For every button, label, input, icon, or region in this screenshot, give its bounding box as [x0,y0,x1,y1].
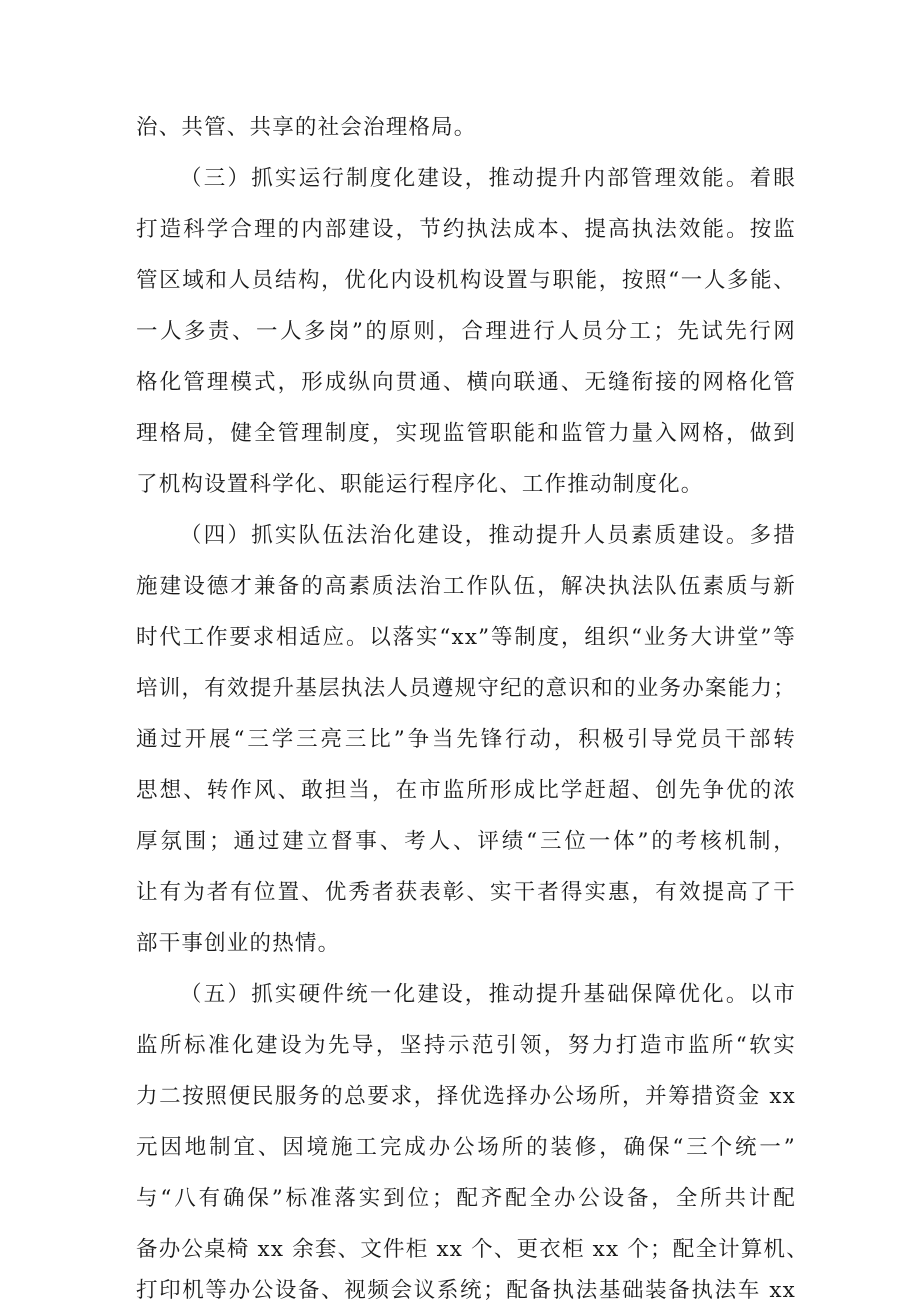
text-line: 施建设德才兼备的高素质法治工作队伍，解决执法队伍素质与新 [136,574,796,599]
section-heading-4: （四）抓实队伍法治化建设，推动提升人员素质建设。多措 [180,523,796,548]
text-line: 厚氛围；通过建立督事、考人、评绩“三位一体”的考核机制， [136,829,796,854]
text-line: 一人多责、一人多岗”的原则，合理进行人员分工；先试先行网 [136,319,796,344]
section-heading-3: （三）抓实运行制度化建设，推动提升内部管理效能。着眼 [180,166,796,191]
text-line: 理格局，健全管理制度，实现监管职能和监管力量入网格，做到 [136,421,796,446]
text-line: 让有为者有位置、优秀者获表彰、实干者得实惠，有效提高了干 [136,880,796,905]
text-line: 备办公桌椅 xx 余套、文件柜 xx 个、更衣柜 xx 个；配全计算机、 [136,1237,809,1262]
text-line: 与“八有确保”标准落实到位；配齐配全办公设备，全所共计配 [136,1186,796,1211]
text-line: 通过开展“三学三亮三比”争当先锋行动，积极引导党员干部转 [136,727,796,752]
text-line: 治、共管、共享的社会治理格局。 [136,115,477,140]
text-line: 了机构设置科学化、职能运行程序化、工作推动制度化。 [136,472,704,497]
text-line: 元因地制宜、因境施工完成办公场所的装修，确保“三个统一” [136,1135,796,1160]
text-line: 管区域和人员结构，优化内设机构设置与职能，按照“一人多能、 [136,268,796,293]
text-line: 部干事创业的热情。 [136,931,341,956]
text-line: 打印机等办公设备、视频会议系统；配备执法基础装备执法车 xx [136,1278,796,1303]
text-line: 监所标准化建设为先导，坚持示范引领，努力打造市监所“软实 [136,1033,796,1058]
text-line: 打造科学合理的内部建设，节约执法成本、提高执法效能。按监 [136,217,796,242]
text-line: 时代工作要求相适应。以落实“xx”等制度，组织“业务大讲堂”等 [136,625,796,650]
text-line: 培训，有效提升基层执法人员遵规守纪的意识和的业务办案能力； [136,676,796,701]
text-line: 力二按照便民服务的总要求，择优选择办公场所，并筹措资金 xx [136,1084,796,1109]
text-line: 格化管理模式，形成纵向贯通、横向联通、无缝衔接的网格化管 [136,370,796,395]
text-line: 思想、转作风、敢担当，在市监所形成比学赶超、创先争优的浓 [136,778,796,803]
section-heading-5: （五）抓实硬件统一化建设，推动提升基础保障优化。以市 [180,982,796,1007]
